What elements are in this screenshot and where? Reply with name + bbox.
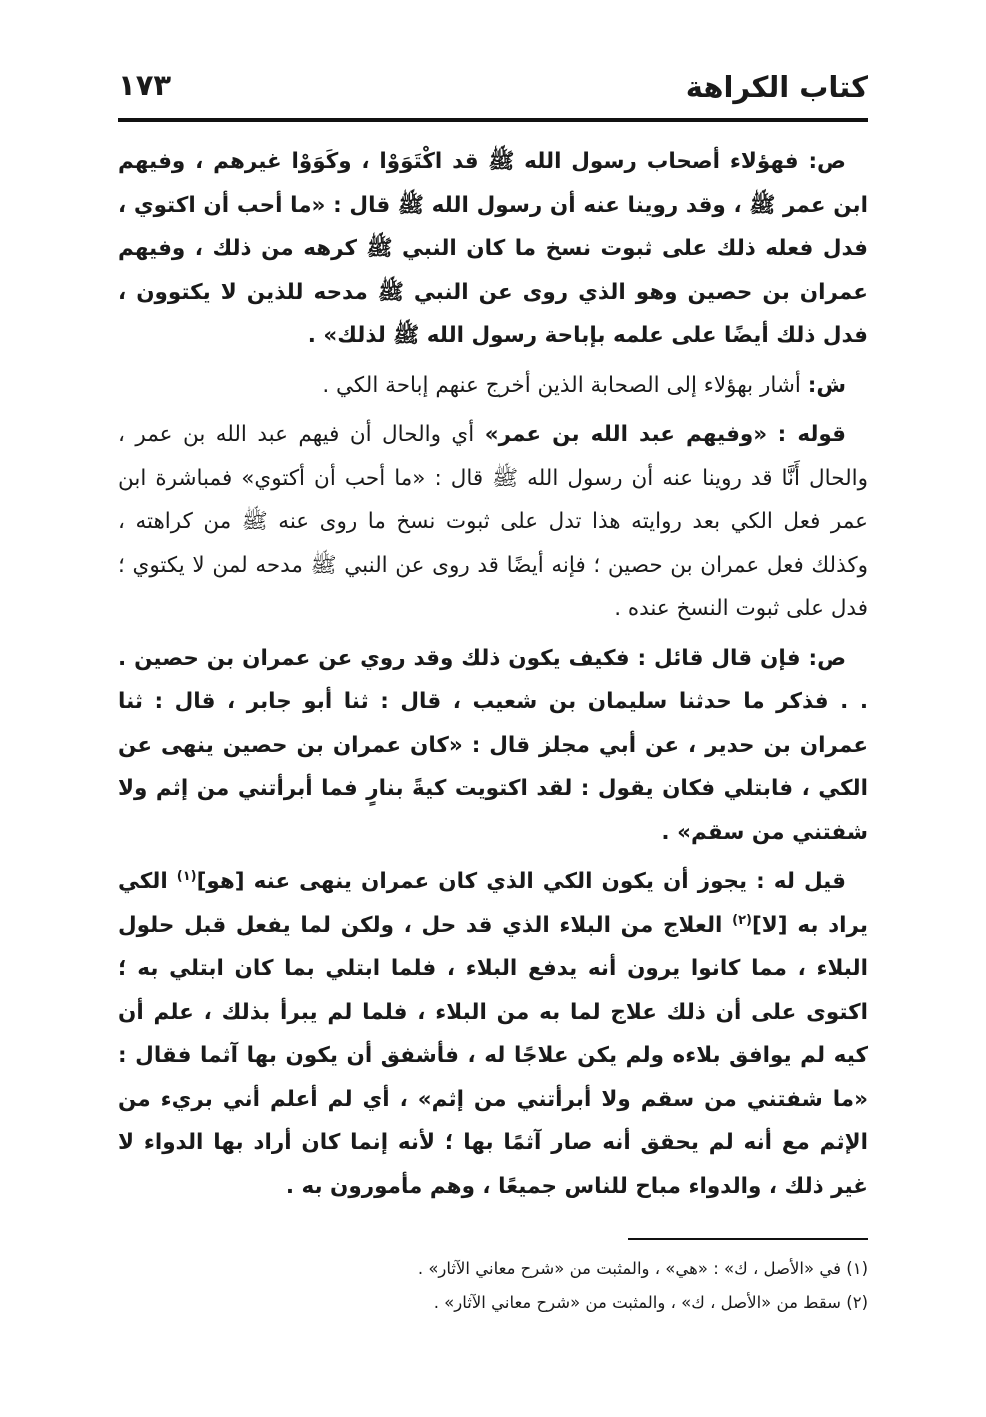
paragraph-matn-1 [118,140,868,358]
footnote-ref-1[interactable]: (١) [176,868,197,884]
footnote-rule [628,1238,868,1240]
page-number: ١٧٣ [118,68,172,102]
paragraph-body: فهؤلاء أصحاب رسول الله ﷺ قد اكْتَوَوْا ، وكَوَوْا غيرهم ، وفيهم ابن عمر ﷺ ، وقد روينا عنه أن رسول الله ﷺ قال : «ما أحب أن اكتوي ، فدل فعله ذلك على ثبوت نسخ ما كان النبي ﷺ كرهه من ذلك ، وفيهم عمران بن حصين وهو الذي روى عن النبي ﷺ مدحه للذين لا يكتوون ، فدل ذلك أيضًا على علمه بإباحة رسول الله ﷺ لذلك» . [118,149,868,348]
paragraph-sharh-1 [118,364,868,408]
paragraph-body-a: يجوز أن يكون الكي الذي كان عمران ينهى عنه [هو] [196,869,748,894]
paragraph-label: قوله : [777,422,846,447]
footnotes [108,1252,868,1320]
footnote-ref-2[interactable]: (٢) [732,912,752,928]
paragraph-body-c: العلاج من البلاء الذي قد حل ، ولكن لما يفعل قبل حلول البلاء ، مما كانوا يرون أنه يدفع البلاء ، فلما ابتلي بما كان ابتلي به ؛ اكتوى على أن ذلك علاج لما به من البلاء ، فلما لم يبرأ بذلك ، علم أن كيه لم يوافق بلاءه ولم يكن علاجًا له ، فأشفق أن يكون بها آثما فقال : «ما شفتني من سقم ولا أبرأتني من إثم» ، أي لم أعلم أني بريء من الإثم مع أنه لم يحقق أنه صار آثمًا بها ؛ لأنه إنما كان أراد بها الدواء لا غير ذلك ، والدواء مباح للناس جميعًا ، وهم مأمورون به . [118,912,868,1199]
paragraph-body-b: الكي يراد به [لا] [118,869,868,938]
page-header [118,62,868,121]
paragraph-label: ش: [807,372,846,398]
paragraph-label: ص: [808,645,846,671]
paragraph-sharh-2 [118,413,868,631]
header-rule [118,119,868,122]
footnote-2: (٢) سقط من «الأصل ، ك» ، والمثبت من «شرح معاني الآثار» . [433,1293,868,1312]
footnote-1: (١) في «الأصل ، ك» : «هي» ، والمثبت من «شرح معاني الآثار» . [417,1259,868,1278]
chapter-title: كتاب الكراهة [685,70,868,104]
paragraph-matn-2 [118,637,868,855]
paragraph-matn-3 [118,860,868,1208]
paragraph-quote: «وفيهم عبد الله بن عمر» [484,422,768,447]
main-text [118,140,868,1208]
paragraph-body: أشار بهؤلاء إلى الصحابة الذين أخرج عنهم إباحة الكي . [322,372,801,398]
paragraph-body: فإن قال قائل : فكيف يكون ذلك وقد روي عن عمران بن حصين . . . فذكر ما حدثنا سليمان بن شعيب ، قال : ثنا أبو جابر ، قال : ثنا عمران بن حدير ، عن أبي مجلز قال : «كان عمران بن حصين ينهى عن الكي ، فابتلي فكان يقول : لقد اكتويت كيةً بنارٍ فما أبرأتني من إثم ولا شفتني من سقم» . [118,645,868,845]
paragraph-label: ص: [808,149,846,174]
paragraph-label: قيل له : [756,869,846,894]
paragraph-body: أي والحال أن فيهم عبد الله بن عمر ، والحال أَنَّا قد روينا عنه أن رسول الله ﷺ قال : «ما أحب أن أكتوي» فمباشرة ابن عمر فعل الكي بعد روايته هذا تدل على ثبوت نسخ ما روى عنه ﷺ من كراهته ، وكذلك فعل عمران بن حصين ؛ فإنه أيضًا قد روى عن النبي ﷺ مدحه لمن لا يكتوي ؛ فدل على ثبوت النسخ عنده . [118,422,868,621]
